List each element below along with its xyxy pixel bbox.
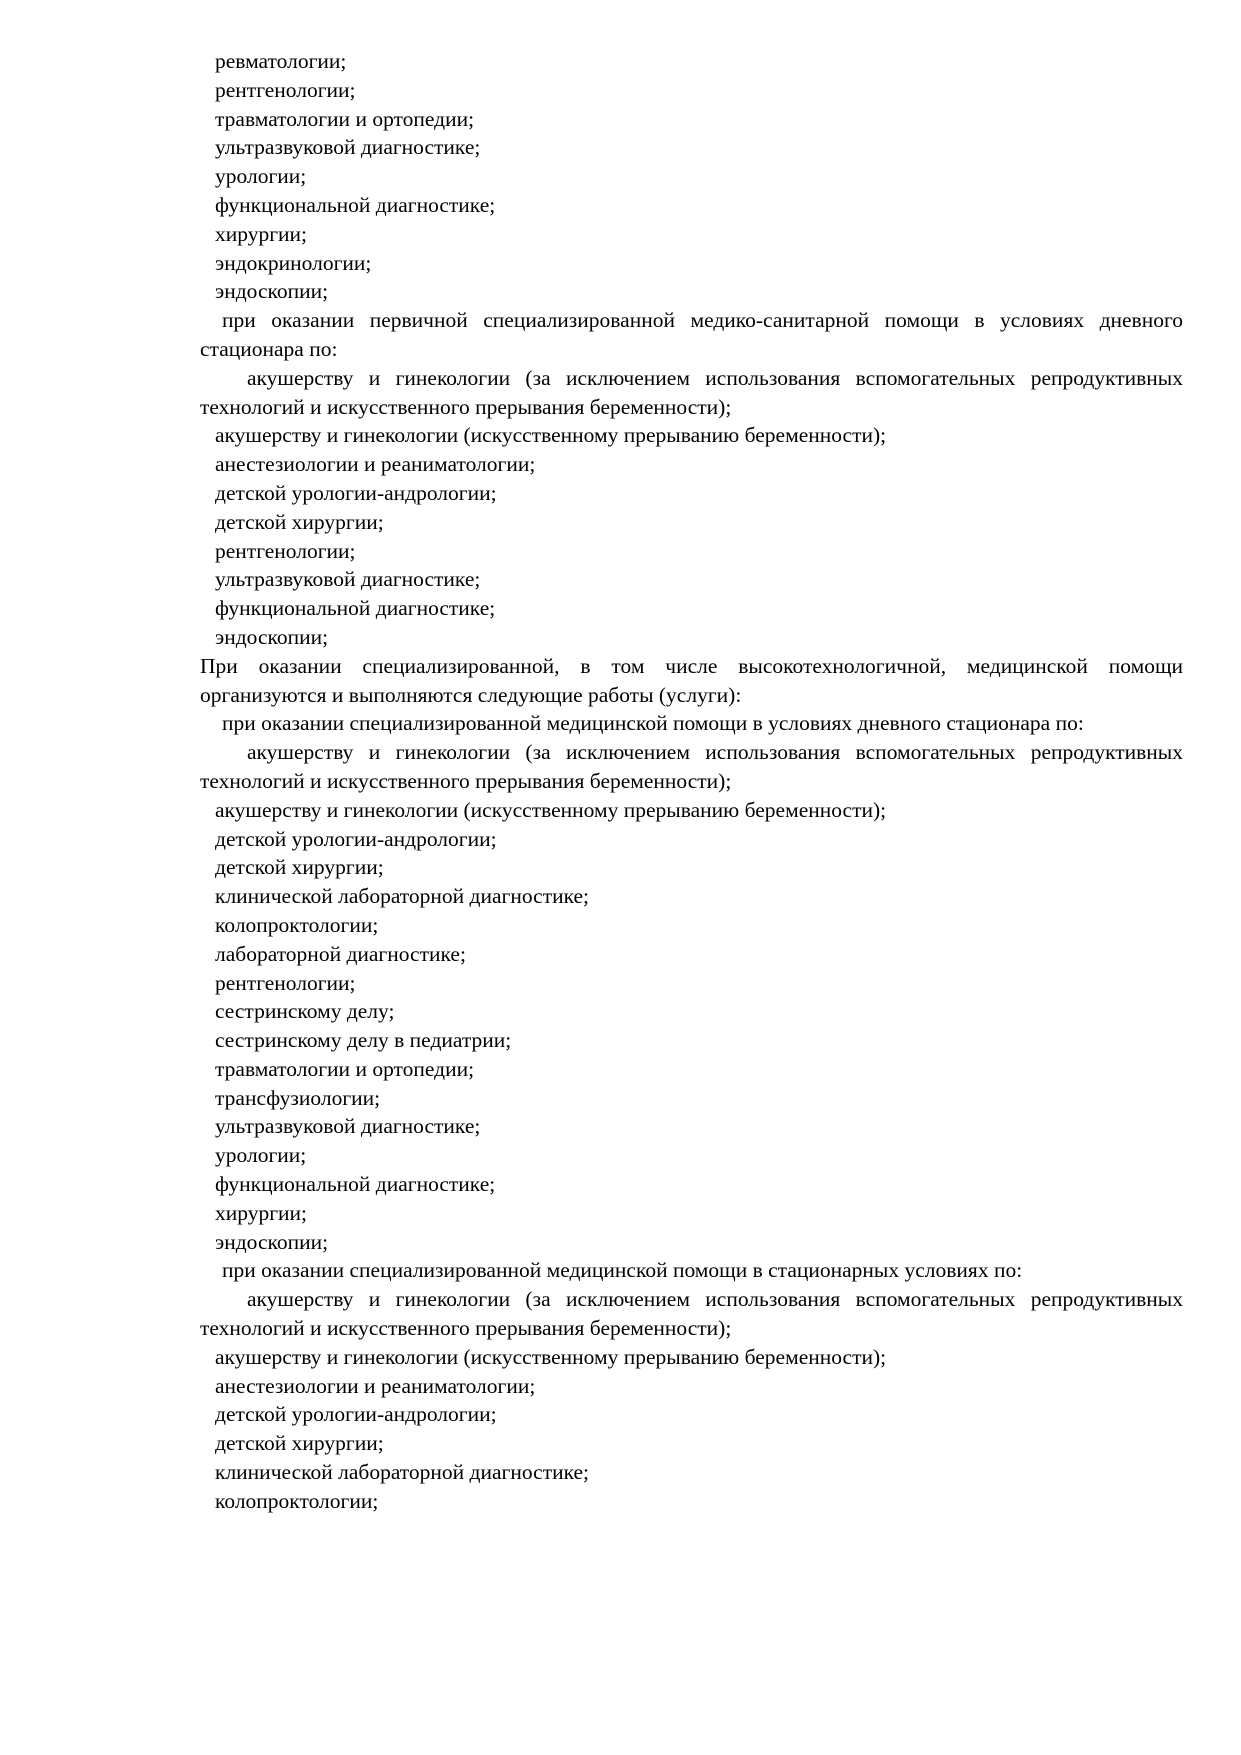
document-paragraph: рентгенологии;	[215, 970, 356, 995]
document-paragraph: детской хирургии;	[215, 509, 384, 534]
document-paragraph: эндоскопии;	[215, 279, 329, 304]
document-paragraph: акушерству и гинекологии (искусственному прерыванию беременности);	[215, 1344, 887, 1369]
document-paragraph: функциональной диагностике;	[215, 596, 496, 621]
document-paragraph: детской урологии-андрологии;	[215, 1402, 497, 1427]
document-paragraph: При оказании специализированной, в том числе высокотехнологичной, медицинской помощи организуются и выполняются следующие работы (услуги):	[200, 653, 1183, 707]
document-paragraph: детской хирургии;	[215, 1431, 384, 1456]
document-paragraph: эндоскопии;	[215, 1229, 329, 1254]
document-paragraph: лабораторной диагностике;	[215, 941, 466, 966]
document-paragraph: анестезиологии и реаниматологии;	[215, 1373, 536, 1398]
document-paragraph: урологии;	[215, 1143, 307, 1168]
document-paragraph: травматологии и ортопедии;	[215, 1056, 475, 1081]
document-paragraph: акушерству и гинекологии (за исключением использования вспомогательных репродуктивных технологий и искусственного прерывания беременности);	[200, 365, 1183, 419]
document-paragraph: урологии;	[215, 164, 307, 189]
document-paragraph: хирургии;	[215, 1200, 308, 1225]
document-paragraph: детской урологии-андрологии;	[215, 480, 497, 505]
document-paragraph: сестринскому делу;	[215, 999, 395, 1024]
document-paragraph: детской урологии-андрологии;	[215, 826, 497, 851]
document-paragraph: эндокринологии;	[215, 250, 372, 275]
document-paragraph: ревматологии;	[215, 49, 347, 73]
document-paragraph: анестезиологии и реаниматологии;	[215, 452, 536, 477]
document-paragraph: акушерству и гинекологии (искусственному прерыванию беременности);	[215, 423, 887, 448]
document-paragraph: при оказании первичной специализированной медико-санитарной помощи в условиях дневного стационара по:	[200, 308, 1183, 361]
document-body	[200, 47, 1183, 1516]
document-paragraph: клинической лабораторной диагностике;	[215, 1460, 590, 1485]
document-paragraph: функциональной диагностике;	[215, 1172, 496, 1197]
document-paragraph: акушерству и гинекологии (за исключением использования вспомогательных репродуктивных технологий и искусственного прерывания беременности);	[200, 740, 1183, 793]
document-paragraph: при оказании специализированной медицинской помощи в стационарных условиях по:	[222, 1258, 1023, 1283]
document-paragraph: клинической лабораторной диагностике;	[215, 884, 590, 909]
document-paragraph: хирургии;	[215, 221, 308, 246]
document-paragraph: акушерству и гинекологии (за исключением использования вспомогательных репродуктивных технологий и искусственного прерывания беременности);	[200, 1287, 1183, 1341]
document-paragraph: ультразвуковой диагностике;	[215, 1114, 481, 1139]
document-paragraph: колопроктологии;	[215, 912, 379, 937]
document-paragraph: детской хирургии;	[215, 855, 384, 880]
document-paragraph: ультразвуковой диагностике;	[215, 135, 481, 160]
document-paragraph: сестринскому делу в педиатрии;	[215, 1028, 512, 1053]
document-paragraph: при оказании специализированной медицинской помощи в условиях дневного стационара по:	[222, 711, 1084, 736]
document-paragraph: колопроктологии;	[215, 1488, 379, 1513]
document-paragraph: акушерству и гинекологии (искусственному прерыванию беременности);	[215, 797, 887, 822]
document-paragraph: травматологии и ортопедии;	[215, 106, 475, 131]
document-paragraph: рентгенологии;	[215, 538, 356, 563]
document-paragraph: функциональной диагностике;	[215, 192, 496, 217]
document-paragraph: ультразвуковой диагностике;	[215, 567, 481, 592]
document-paragraph: эндоскопии;	[215, 624, 329, 649]
document-paragraph: трансфузиологии;	[215, 1085, 381, 1110]
document-paragraph: рентгенологии;	[215, 77, 356, 102]
